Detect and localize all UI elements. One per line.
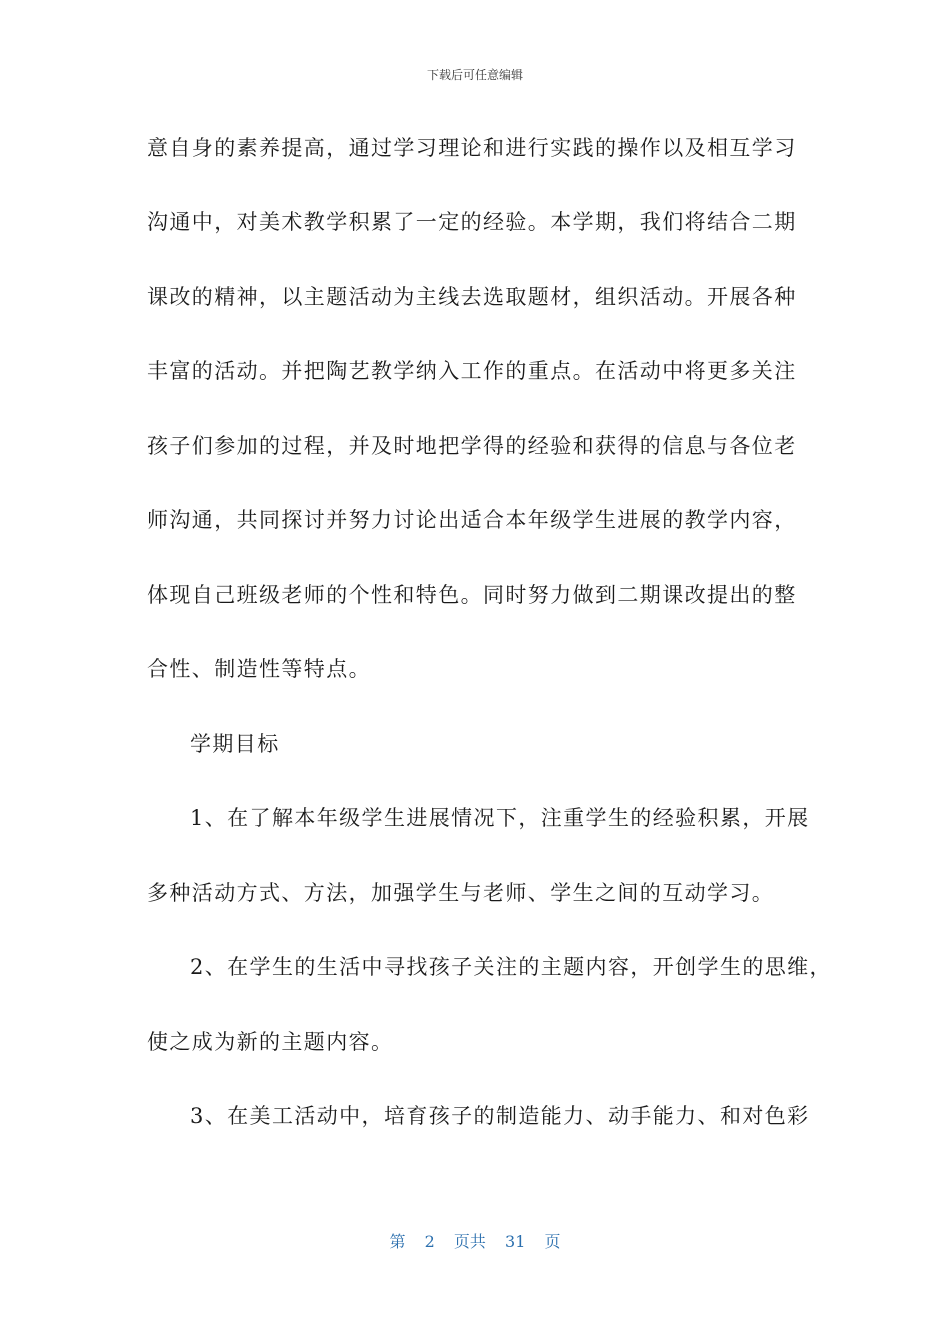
paragraph-line: 课改的精神，以主题活动为主线去选取题材，组织活动。开展各种 — [147, 285, 797, 309]
paragraph-line: 孩子们参加的过程，并及时地把学得的经验和获得的信息与各位老 — [147, 434, 797, 458]
page-header-note: 下载后可任意编辑 — [426, 68, 523, 82]
footer-prefix: 第 — [389, 1232, 406, 1251]
list-item-line: 使之成为新的主题内容。 — [147, 1030, 394, 1054]
paragraph-line: 师沟通，共同探讨并努力讨论出适合本年级学生进展的教学内容， — [147, 508, 797, 532]
paragraph-line: 丰富的活动。并把陶艺教学纳入工作的重点。在活动中将更多关注 — [147, 359, 797, 383]
footer-total-pages: 31 — [505, 1232, 526, 1251]
paragraph-line: 意自身的素养提高，通过学习理论和进行实践的操作以及相互学习 — [147, 136, 797, 160]
paragraph-line: 合性、制造性等特点。 — [147, 657, 371, 681]
list-item-line: 2、在学生的生活中寻找孩子关注的主题内容，开创学生的思维， — [190, 955, 832, 979]
list-item-line: 多种活动方式、方法，加强学生与老师、学生之间的互动学习。 — [147, 881, 775, 905]
footer-mid: 页共 — [453, 1232, 486, 1251]
footer-suffix: 页 — [544, 1232, 561, 1251]
list-item-line: 1、在了解本年级学生进展情况下，注重学生的经验积累，开展 — [190, 806, 810, 830]
paragraph-line: 沟通中，对美术教学积累了一定的经验。本学期，我们将结合二期 — [147, 210, 797, 234]
section-heading: 学期目标 — [190, 732, 280, 756]
paragraph-line: 体现自己班级老师的个性和特色。同时努力做到二期课改提出的整 — [147, 583, 797, 607]
page-footer — [0, 1229, 950, 1252]
list-item-line: 3、在美工活动中，培育孩子的制造能力、动手能力、和对色彩 — [190, 1104, 810, 1128]
footer-page-number: 2 — [424, 1232, 435, 1251]
